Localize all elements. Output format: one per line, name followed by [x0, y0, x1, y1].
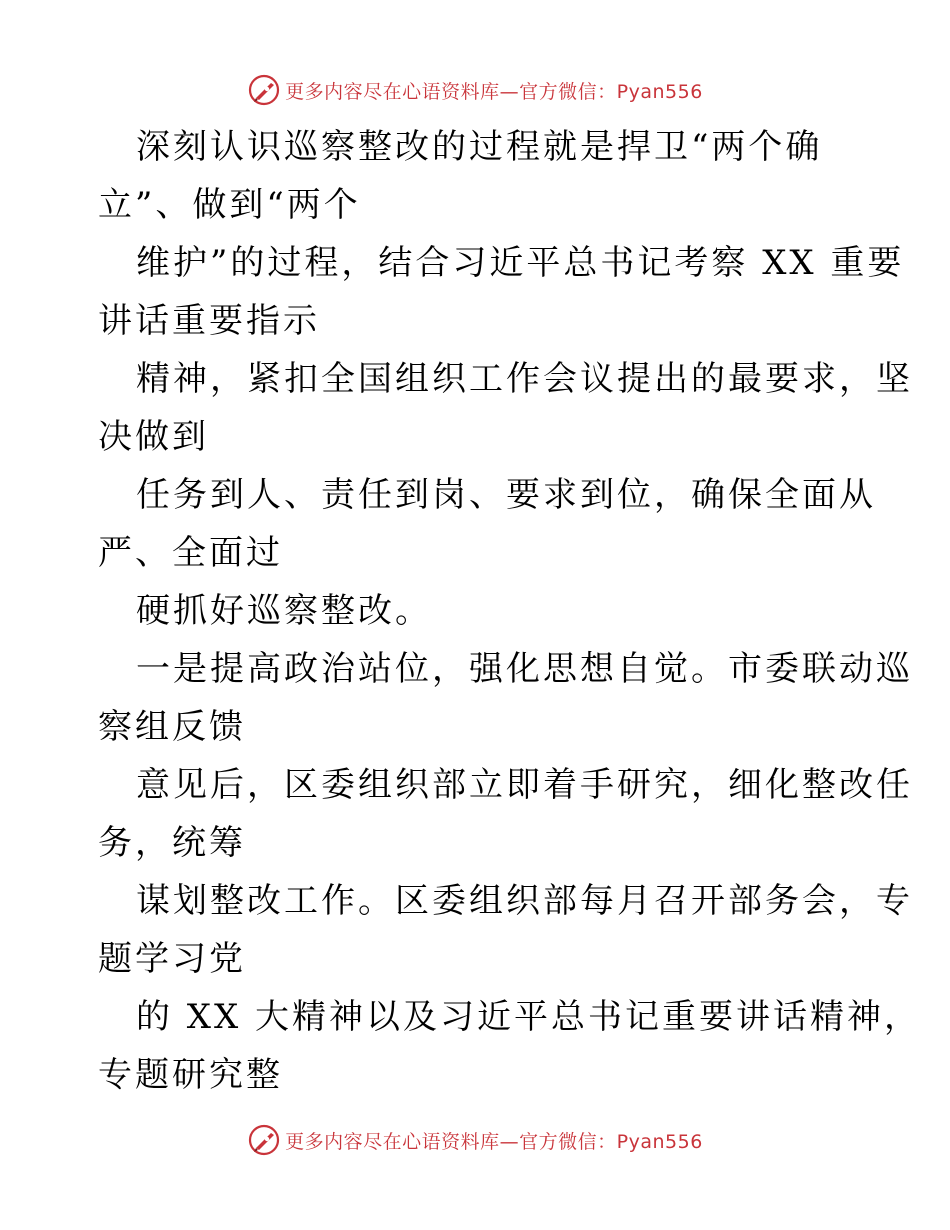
- header-banner: [0, 72, 950, 108]
- text-line: 察组反馈: [98, 707, 246, 747]
- text-line: 题学习党: [98, 939, 246, 979]
- footer-banner: [0, 1122, 950, 1158]
- text-line: 意见后，区委组织部立即着手研究，细化整改任: [136, 765, 913, 805]
- text-line: 任务到人、责任到岗、要求到位，确保全面从: [136, 475, 876, 515]
- text-line: 务，统筹: [98, 823, 246, 863]
- text-line: 讲话重要指示: [98, 301, 320, 341]
- document-body: [98, 118, 922, 1104]
- text-line: 深刻认识巡察整改的过程就是捍卫“两个确: [136, 127, 823, 167]
- quill-pen-logo-icon: [247, 73, 281, 107]
- text-line: 专题研究整: [98, 1055, 283, 1095]
- header-banner-text: 更多内容尽在心语资料库—官方微信：Pyan556: [285, 80, 703, 103]
- text-line: 决做到: [98, 417, 209, 457]
- text-line: 维护”的过程，结合习近平总书记考察 XX 重要: [136, 243, 905, 283]
- text-line: 硬抓好巡察整改。: [136, 591, 432, 631]
- text-line: 精神，紧扣全国组织工作会议提出的最要求，坚: [136, 359, 913, 399]
- text-line: 的 XX 大精神以及习近平总书记重要讲话精神，: [136, 997, 922, 1037]
- quill-pen-logo-icon: [247, 1123, 281, 1157]
- text-line: 立”、做到“两个: [98, 185, 361, 225]
- text-line: 谋划整改工作。区委组织部每月召开部务会，专: [136, 881, 913, 921]
- footer-banner-text: 更多内容尽在心语资料库—官方微信：Pyan556: [285, 1130, 703, 1153]
- text-line: 一是提高政治站位，强化思想自觉。市委联动巡: [136, 649, 913, 689]
- text-line: 严、全面过: [98, 533, 283, 573]
